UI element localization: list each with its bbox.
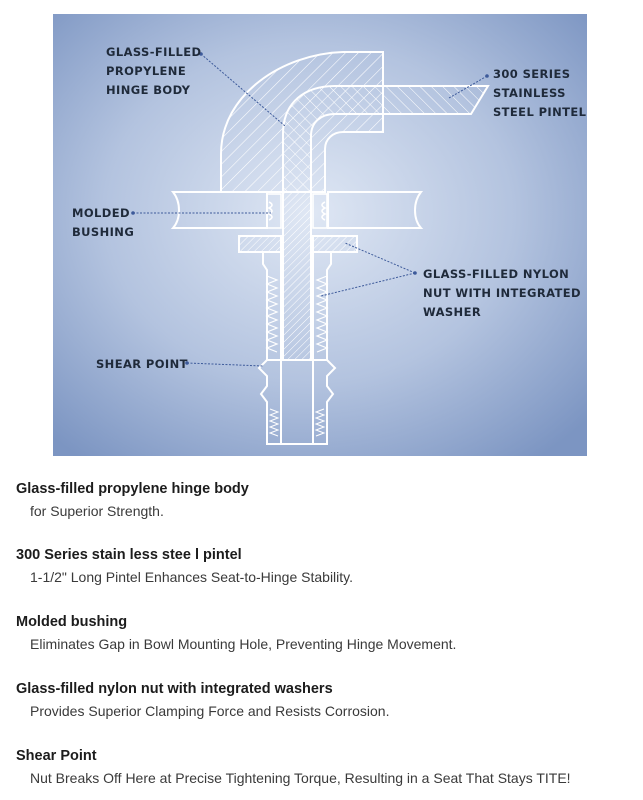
callout-line: STEEL PINTEL [493,105,587,119]
callout-line: BUSHING [72,225,135,239]
feature-description: Eliminates Gap in Bowl Mounting Hole, Preventing Hinge Movement. [30,636,457,652]
callout-line: GLASS-FILLED NYLON [423,267,570,281]
callout-line: WASHER [423,305,482,319]
callout-line: STAINLESS [493,86,566,100]
feature-description: for Superior Strength. [30,503,164,519]
hinge-cutaway-diagram [53,14,587,456]
feature-description: 1-1/2" Long Pintel Enhances Seat-to-Hinge Stability. [30,569,354,585]
feature-item [16,611,456,655]
callout-shear [96,357,188,371]
callout-line: SHEAR POINT [96,357,188,371]
feature-description: Nut Breaks Off Here at Precise Tightening Torque, Resulting in a Seat That Stays TITE! [30,770,571,786]
feature-title: Glass-filled propylene hinge body [16,481,249,497]
feature-item [16,544,353,588]
feature-item [16,678,389,722]
diagram-canvas [53,14,587,456]
feature-description: Provides Superior Clamping Force and Resists Corrosion. [30,703,390,719]
feature-title: Shear Point [16,748,97,764]
callout-line: 300 SERIES [493,67,571,81]
feature-item [16,478,249,522]
callout-line: MOLDED [72,206,130,220]
callout-line: NUT WITH INTEGRATED [423,286,581,300]
feature-title: 300 Series stain less stee l pintel [16,547,242,563]
callout-line: PROPYLENE [106,64,187,78]
feature-title: Glass-filled nylon nut with integrated washers [16,681,333,697]
feature-title: Molded bushing [16,614,128,630]
callout-line: HINGE BODY [106,83,191,97]
callout-line: GLASS-FILLED [106,45,202,59]
feature-item [16,745,571,789]
